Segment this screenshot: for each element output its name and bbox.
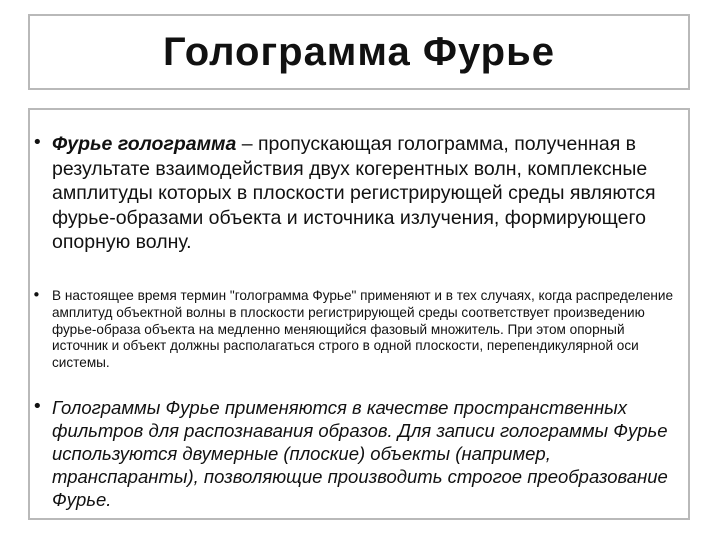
bullet-text: Голограммы Фурье применяются в качестве пространственных фильтров для распознавания образов. Для записи голограммы Фурье используются двумерные (плоские) объекты (например, транспаранты), позволяющие производить строгое преобразование Фурье.: [52, 397, 668, 510]
bullet-marker: •: [32, 396, 43, 417]
bullet-text: В настоящее время термин "голограмма Фурье" применяют и в тех случаях, когда распределение амплитуд объектной волны в плоскости регистрирующей среды соответствует произведению фурье-образа объекта на медленно меняющийся фазовый множитель. При этом опорный источник и объект должны располагаться строго в одной плоскости, перепендикулярной оси системы.: [52, 288, 674, 371]
title-box: [28, 14, 690, 90]
slide-title: Голограмма Фурье: [163, 29, 555, 74]
content-box: [28, 108, 690, 520]
bullet-marker: •: [32, 286, 41, 304]
definition-body: – пропускающая голограмма, полученная в результате взаимодействия двух когерентных волн, комплексные амплитуды которых в плоскости регистрирующей среды являются фурье-образами объекта и источника излучения, формирующего опорную волну.: [52, 133, 656, 253]
bullet-marker: •: [32, 132, 43, 153]
bullet-text: [52, 132, 674, 255]
definition-term: Фурье голограмма: [52, 133, 237, 155]
